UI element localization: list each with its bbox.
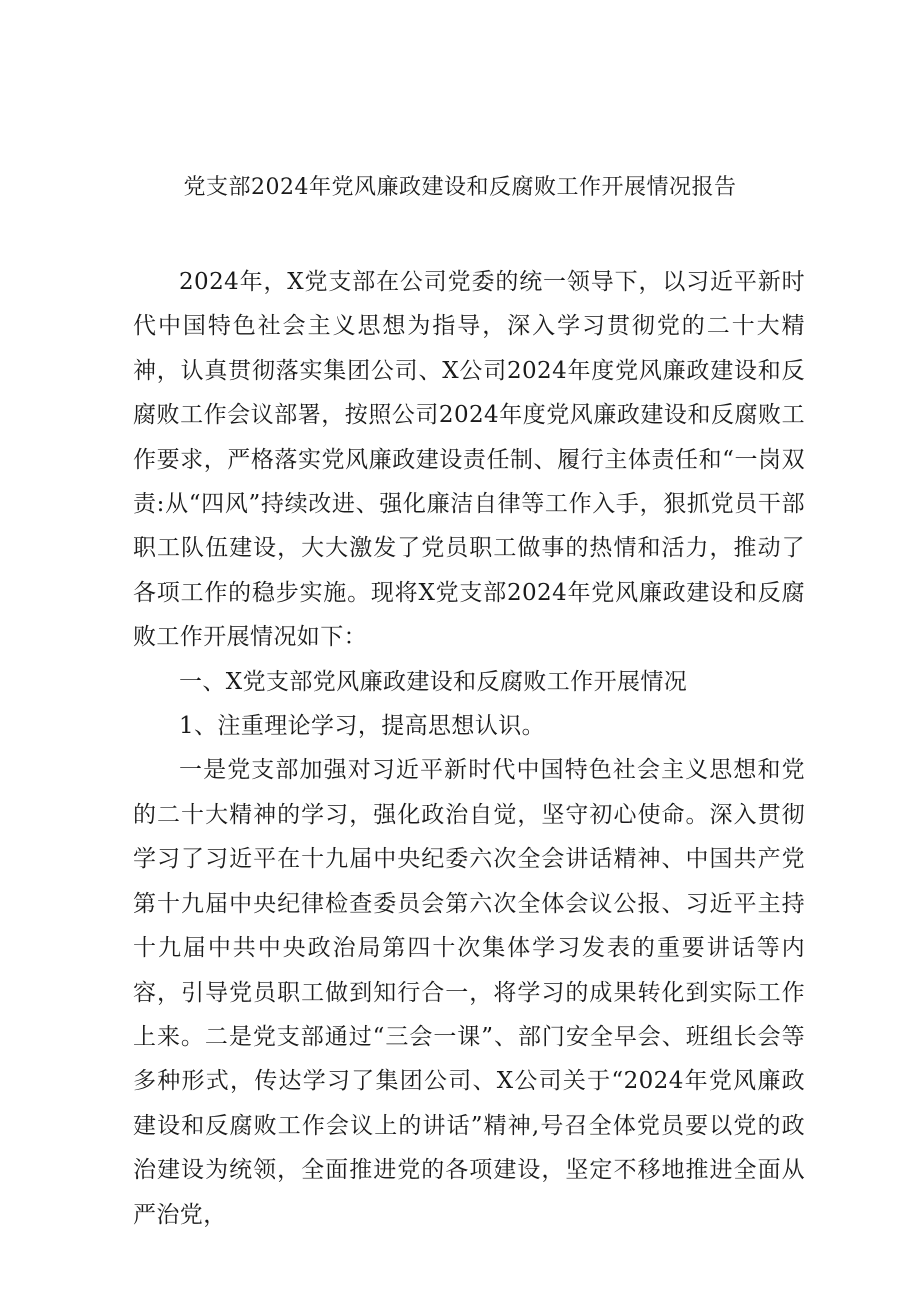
- section-heading: 一、X党支部党风廉政建设和反腐败工作开展情况: [179, 668, 688, 695]
- body-paragraph: 一是党支部加强对习近平新时代中国特色社会主义思想和党的二十大精神的学习，强化政治自觉，坚守初心使命。深入贯彻学习了习近平在十九届中央纪委六次全会讲话精神、中国共产党第十九届中央纪律检查委员会第六次全体会议公报、习近平主持十九届中共中央政治局第四十次集体学习发表的重要讲话等内容，引导党员职工做到知行合一，将学习的成果转化到实际工作上来。二是党支部通过“三会一课”、部门安全早会、班组长会等多种形式，传达学习了集团公司、X公司关于“2024年党风廉政建设和反腐败工作会议上的讲话”精神,号召全体党员要以党的政治建设为统领，全面推进党的各项建设，坚定不移地推进全面从严治党，: [133, 757, 805, 1228]
- intro-paragraph: 2024年，X党支部在公司党委的统一领导下，以习近平新时代中国特色社会主义思想为指导，深入学习贯彻党的二十大精神，认真贯彻落实集团公司、X公司2024年度党风廉政建设和反腐败工作会议部署，按照公司2024年度党风廉政建设和反腐败工作要求，严格落实党风廉政建设责任制、履行主体责任和“一岗双责:从“四风”持续改进、强化廉洁自律等工作入手，狠抓党员干部职工队伍建设，大大激发了党员职工做事的热情和活力，推动了各项工作的稳步实施。现将X党支部2024年党风廉政建设和反腐败工作开展情况如下：: [133, 269, 805, 651]
- document-title: 党支部2024年党风廉政建设和反腐败工作开展情况报告: [183, 175, 737, 200]
- subsection-heading: 1、注重理论学习，提高思想认识。: [179, 713, 546, 740]
- document-body: [133, 260, 805, 1237]
